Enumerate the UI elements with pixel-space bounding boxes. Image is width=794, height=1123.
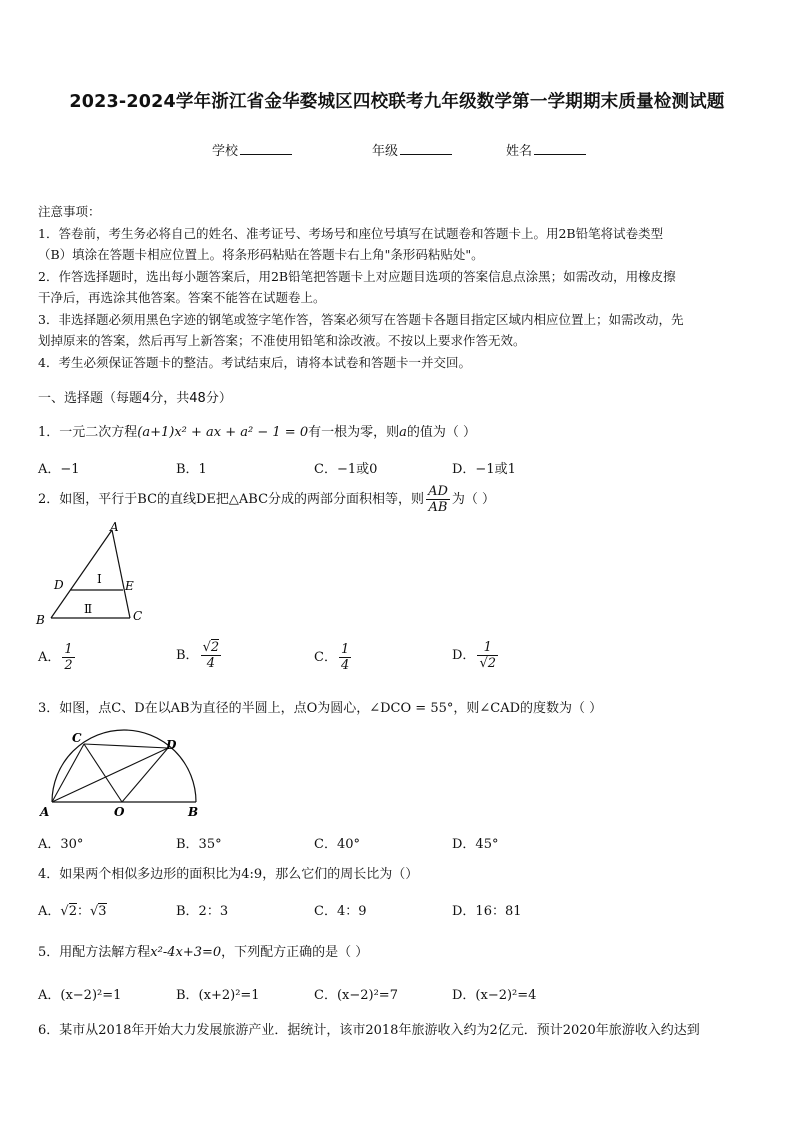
q3-radius-od	[122, 748, 168, 802]
q2-opt-d-den	[477, 656, 498, 671]
question-4: 4．如果两个相似多边形的面积比为4:9，那么它们的周长比为（）	[38, 867, 419, 882]
notes-block	[38, 201, 760, 373]
q4-opt-a-sep: ：	[76, 904, 90, 919]
sqrt-sign: √	[60, 904, 69, 919]
q2-opt-d-num: 1	[477, 640, 498, 656]
question-1	[38, 421, 476, 440]
q2-opt-c-num: 1	[340, 642, 350, 657]
q2-opt-a-frac	[62, 642, 74, 673]
question-5	[38, 941, 368, 960]
q5-post: ，下列配方正确的是（ ）	[221, 945, 369, 960]
q4-option-b[interactable]: B．2：3	[176, 904, 229, 919]
q2-opt-d-radicand: 2	[487, 656, 497, 671]
q1-option-c[interactable]: C．−1或0	[314, 462, 378, 477]
q3-label-a: A	[40, 805, 50, 819]
q2-opt-c-label: C．	[314, 650, 337, 665]
q2-option-a[interactable]	[38, 642, 77, 673]
q5-equation: x²-4x+3=0	[150, 945, 222, 960]
q4-opt-a-right: 3	[98, 904, 107, 919]
q1-option-d[interactable]: D．−1或1	[452, 462, 516, 477]
q3-label-d: D	[166, 738, 177, 752]
q2-pre: 2．如图，平行于BC的直线DE把△ABC分成的两部分面积相等，则	[38, 492, 425, 507]
question-3: 3．如图，点C、D在以AB为直径的半圆上，点O为圆心，∠DCO = 55°，则∠CAD的度数为（ ）	[38, 701, 603, 716]
q1-option-b[interactable]: B．1	[176, 462, 207, 477]
q2-opt-b-label: B．	[176, 648, 199, 663]
q2-option-c[interactable]	[314, 642, 353, 673]
note-line: 3．非选择题必须用黑色字迹的钢笔或签字笔作答，答案必须写在答题卡各题目指定区域内相应位置上；如需改动，先	[38, 311, 684, 327]
q2-side-ab	[51, 530, 112, 618]
q2-opt-b-den: 4	[206, 656, 215, 671]
q3-option-c[interactable]: C．40°	[314, 837, 360, 852]
q3-chord-cd	[84, 744, 168, 748]
name-label: 姓名	[506, 144, 533, 159]
q2-opt-a-num: 1	[64, 642, 73, 657]
note-line: 4．考生必须保证答题卡的整洁。考试结束后，请将本试卷和答题卡一并交回。	[38, 354, 471, 370]
q2-label-a: A	[110, 520, 119, 534]
q5-option-a[interactable]: A．(x−2)²=1	[38, 988, 122, 1003]
q2-opt-d-label: D．	[452, 648, 476, 663]
question-6: 6．某市从2018年开始大力发展旅游产业．据统计，该市2018年旅游收入约为2亿元．预计2020年旅游收入约达到	[38, 1023, 700, 1038]
q2-region-1: Ⅰ	[97, 572, 102, 586]
q3-label-o: O	[114, 805, 125, 819]
q3-option-d[interactable]: D．45°	[452, 837, 499, 852]
q3-radius-oc	[84, 744, 122, 802]
q4-opt-a-label: A．	[38, 904, 61, 919]
q2-label-d: D	[54, 578, 64, 592]
q1-mid: 有一根为零，则	[308, 425, 400, 440]
q4-opt-a-left: 2	[68, 904, 77, 919]
note-line: 划掉原来的答案，然后再写上新答案；不准使用铅笔和涂改液。不按以上要求作答无效。	[38, 333, 526, 348]
q1-option-a[interactable]: A．−1	[38, 462, 80, 477]
q2-fraction	[426, 484, 450, 515]
q1-var: a	[399, 425, 407, 440]
q5-option-d[interactable]: D．(x−2)²=4	[452, 988, 537, 1003]
q2-option-d[interactable]	[452, 640, 500, 671]
q2-frac-den: AB	[428, 500, 448, 515]
q2-label-b: B	[36, 613, 45, 627]
note-line: 1．答卷前，考生务必将自己的姓名、准考证号、考场号和座位号填写在试题卷和答题卡上。用2B铅笔将试卷类型	[38, 225, 664, 241]
grade-label: 年级	[372, 144, 399, 159]
q2-opt-a-den: 2	[64, 658, 73, 673]
sqrt-sign: √	[479, 656, 488, 671]
q2-opt-c-den: 4	[340, 658, 350, 673]
q2-opt-b-radicand: 2	[210, 640, 220, 655]
note-line: 干净后，再选涂其他答案。答案不能答在试题卷上。	[38, 290, 326, 305]
q2-label-c: C	[133, 609, 143, 623]
q2-opt-c-frac	[339, 642, 351, 673]
q2-side-ac	[112, 530, 130, 618]
notes-heading: 注意事项：	[38, 204, 101, 219]
q1-pre: 1．一元二次方程	[38, 425, 138, 440]
q2-opt-b-num	[201, 640, 222, 656]
q5-option-c[interactable]: C．(x−2)²=7	[314, 988, 398, 1003]
q3-option-a[interactable]: A．30°	[38, 837, 84, 852]
question-2	[38, 484, 495, 515]
note-line: 2．作答选择题时，选出每小题答案后，用2B铅笔把答题卡上对应题目选项的答案信息点涂黑；如需改动，用橡皮擦	[38, 268, 676, 284]
q2-opt-b-frac	[201, 640, 222, 671]
grade-blank[interactable]	[400, 142, 452, 155]
q1-equation: (a+1)x² + ax + a² − 1 = 0	[137, 425, 309, 440]
school-field	[212, 140, 292, 159]
q1-post: 的值为（ ）	[406, 425, 477, 440]
q5-pre: 5．用配方法解方程	[38, 945, 151, 960]
q2-region-2: Ⅱ	[84, 602, 93, 616]
q2-opt-a-label: A．	[38, 650, 61, 665]
q5-option-b[interactable]: B．(x+2)²=1	[176, 988, 260, 1003]
school-label: 学校	[212, 144, 239, 159]
q2-triangle-figure	[34, 520, 154, 630]
q3-chord-ac	[52, 744, 84, 802]
q2-frac-num: AD	[428, 484, 448, 499]
grade-field	[372, 140, 452, 159]
q2-label-e: E	[125, 579, 134, 593]
q3-label-c: C	[72, 731, 82, 745]
name-blank[interactable]	[534, 142, 586, 155]
q4-option-d[interactable]: D．16：81	[452, 904, 522, 919]
page-title: 2023-2024学年浙江省金华婺城区四校联考九年级数学第一学期期末质量检测试题	[69, 92, 725, 112]
q2-opt-d-frac	[477, 640, 498, 671]
section-heading: 一、选择题（每题4分，共48分）	[38, 391, 232, 406]
q4-option-a[interactable]	[38, 900, 107, 919]
sqrt-sign: √	[89, 904, 99, 919]
note-line: （B）填涂在答题卡相应位置上。将条形码粘贴在答题卡右上角"条形码粘贴处"。	[38, 247, 484, 262]
q2-option-b[interactable]	[176, 640, 223, 671]
school-blank[interactable]	[240, 142, 292, 155]
q3-option-b[interactable]: B．35°	[176, 837, 222, 852]
q2-post: 为（ ）	[451, 492, 496, 507]
q3-chord-ad	[52, 748, 168, 802]
sqrt-sign: √	[202, 640, 211, 655]
q3-label-b: B	[188, 805, 199, 819]
q4-option-c[interactable]: C．4：9	[314, 904, 367, 919]
name-field	[506, 140, 586, 159]
q3-semicircle-figure	[36, 728, 212, 820]
